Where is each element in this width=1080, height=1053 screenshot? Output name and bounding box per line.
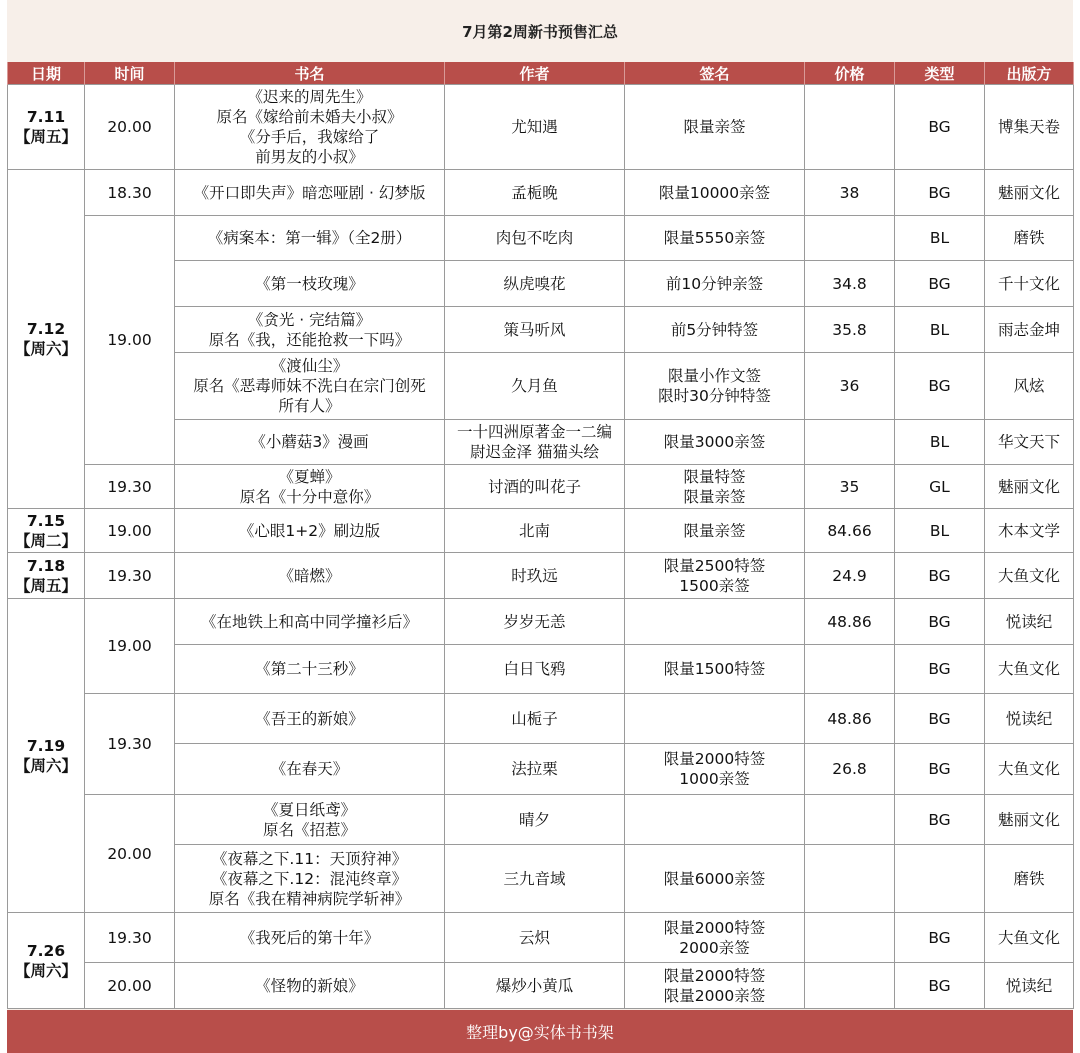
author-cell: 爆炒小黄瓜 [445,963,625,1009]
book-cell: 《开口即失声》暗恋哑剧 · 幻梦版 [175,170,445,216]
table-row [8,599,1074,645]
book-cell: 《贪光 · 完结篇》 原名《我，还能抢救一下吗》 [175,307,445,353]
price-cell: 48.86 [805,599,895,645]
table-row [8,170,1074,216]
sign-cell: 限量10000亲签 [625,170,805,216]
publisher-cell: 悦读纪 [985,599,1074,645]
header-author: 作者 [445,62,625,85]
type-cell: BG [895,694,985,744]
type-cell: GL [895,465,985,509]
author-cell: 尤知遇 [445,85,625,170]
price-cell: 34.8 [805,261,895,307]
price-cell [805,845,895,913]
book-cell: 《小蘑菇3》漫画 [175,420,445,465]
book-cell: 《在春天》 [175,744,445,795]
publisher-cell: 魅丽文化 [985,465,1074,509]
book-cell: 《心眼1+2》刷边版 [175,509,445,553]
author-cell: 三九音域 [445,845,625,913]
book-cell: 《第二十三秒》 [175,645,445,694]
sign-cell: 限量6000亲签 [625,845,805,913]
book-cell: 《夏蝉》 原名《十分中意你》 [175,465,445,509]
publisher-cell: 木本文学 [985,509,1074,553]
sign-cell: 限量特签 限量亲签 [625,465,805,509]
type-cell [895,845,985,913]
author-cell: 孟栀晚 [445,170,625,216]
author-cell: 山栀子 [445,694,625,744]
sign-cell: 限量亲签 [625,509,805,553]
publisher-cell: 大鱼文化 [985,553,1074,599]
author-cell: 晴夕 [445,795,625,845]
time-cell: 19.00 [85,216,175,465]
time-cell: 19.30 [85,553,175,599]
type-cell: BG [895,85,985,170]
header-sign: 签名 [625,62,805,85]
header-price: 价格 [805,62,895,85]
publisher-cell: 博集天卷 [985,85,1074,170]
time-cell: 20.00 [85,85,175,170]
book-cell: 《渡仙尘》 原名《恶毒师妹不洗白在宗门创死 所有人》 [175,353,445,420]
date-cell: 7.18 【周五】 [8,553,85,599]
type-cell: BL [895,509,985,553]
price-cell [805,85,895,170]
price-cell [805,645,895,694]
table-row [8,509,1074,553]
publisher-cell: 魅丽文化 [985,795,1074,845]
book-cell: 《夜幕之下.11：天顶狩神》 《夜幕之下.12：混沌终章》 原名《我在精神病院学斩神》 [175,845,445,913]
date-cell: 7.26 【周六】 [8,913,85,1009]
sign-cell: 限量2000特签 限量2000亲签 [625,963,805,1009]
footer-credit: 整理by@实体书书架 [7,1010,1073,1053]
book-cell: 《暗燃》 [175,553,445,599]
time-cell: 19.30 [85,465,175,509]
publisher-cell: 磨铁 [985,216,1074,261]
price-cell: 48.86 [805,694,895,744]
author-cell: 北南 [445,509,625,553]
price-cell [805,216,895,261]
publisher-cell: 大鱼文化 [985,744,1074,795]
book-cell: 《夏日纸鸢》 原名《招惹》 [175,795,445,845]
publisher-cell: 悦读纪 [985,963,1074,1009]
header-date: 日期 [8,62,85,85]
author-cell: 久月鱼 [445,353,625,420]
type-cell: BL [895,420,985,465]
price-cell [805,963,895,1009]
author-cell: 法拉栗 [445,744,625,795]
book-cell: 《吾王的新娘》 [175,694,445,744]
table-row [8,795,1074,845]
time-cell: 19.30 [85,913,175,963]
date-cell: 7.12 【周六】 [8,170,85,509]
time-cell: 19.00 [85,599,175,694]
book-cell: 《迟来的周先生》 原名《嫁给前未婚夫小叔》 《分手后，我嫁给了 前男友的小叔》 [175,85,445,170]
sign-cell: 限量2000特签 2000亲签 [625,913,805,963]
price-cell: 24.9 [805,553,895,599]
author-cell: 肉包不吃肉 [445,216,625,261]
type-cell: BG [895,963,985,1009]
author-cell: 一十四洲原著金一二编 尉迟金泽 猫猫头绘 [445,420,625,465]
table-row [8,553,1074,599]
price-cell: 38 [805,170,895,216]
date-cell: 7.19 【周六】 [8,599,85,913]
author-cell: 时玖远 [445,553,625,599]
header-row [8,62,1074,85]
price-cell: 84.66 [805,509,895,553]
type-cell: BL [895,216,985,261]
table-row [8,465,1074,509]
time-cell: 19.00 [85,509,175,553]
type-cell: BG [895,261,985,307]
type-cell: BG [895,599,985,645]
price-cell [805,795,895,845]
sign-cell: 限量2500特签 1500亲签 [625,553,805,599]
author-cell: 云炽 [445,913,625,963]
date-cell: 7.15 【周二】 [8,509,85,553]
publisher-cell: 雨志金坤 [985,307,1074,353]
type-cell: BG [895,795,985,845]
header-time: 时间 [85,62,175,85]
publisher-cell: 悦读纪 [985,694,1074,744]
author-cell: 纵虎嗅花 [445,261,625,307]
presale-table [7,62,1074,1009]
time-cell: 19.30 [85,694,175,795]
sign-cell: 限量3000亲签 [625,420,805,465]
sign-cell: 限量5550亲签 [625,216,805,261]
price-cell: 36 [805,353,895,420]
type-cell: BG [895,353,985,420]
table-row [8,85,1074,170]
publisher-cell: 风炫 [985,353,1074,420]
book-cell: 《我死后的第十年》 [175,913,445,963]
author-cell: 策马听风 [445,307,625,353]
price-cell: 35.8 [805,307,895,353]
author-cell: 岁岁无恙 [445,599,625,645]
publisher-cell: 大鱼文化 [985,913,1074,963]
publisher-cell: 魅丽文化 [985,170,1074,216]
book-cell: 《在地铁上和高中同学撞衫后》 [175,599,445,645]
publisher-cell: 华文天下 [985,420,1074,465]
price-cell: 35 [805,465,895,509]
sign-cell: 限量小作文签 限时30分钟特签 [625,353,805,420]
header-type: 类型 [895,62,985,85]
book-cell: 《病案本：第一辑》（全2册） [175,216,445,261]
table-row [8,216,1074,261]
publisher-cell: 磨铁 [985,845,1074,913]
date-cell: 7.11 【周五】 [8,85,85,170]
book-cell: 《第一枝玫瑰》 [175,261,445,307]
sign-cell: 限量2000特签 1000亲签 [625,744,805,795]
type-cell: BG [895,553,985,599]
price-cell [805,420,895,465]
table-row [8,694,1074,744]
type-cell: BG [895,913,985,963]
type-cell: BL [895,307,985,353]
sign-cell: 限量亲签 [625,85,805,170]
sheet [7,0,1073,1053]
page-title: 7月第2周新书预售汇总 [462,22,618,41]
author-cell: 讨酒的叫花子 [445,465,625,509]
price-cell: 26.8 [805,744,895,795]
sign-cell: 前5分钟特签 [625,307,805,353]
publisher-cell: 大鱼文化 [985,645,1074,694]
time-cell: 20.00 [85,963,175,1009]
header-book: 书名 [175,62,445,85]
time-cell: 20.00 [85,795,175,913]
type-cell: BG [895,744,985,795]
sign-cell [625,795,805,845]
sign-cell: 前10分钟亲签 [625,261,805,307]
table-row [8,913,1074,963]
sign-cell [625,599,805,645]
price-cell [805,913,895,963]
publisher-cell: 千十文化 [985,261,1074,307]
type-cell: BG [895,645,985,694]
sign-cell: 限量1500特签 [625,645,805,694]
book-cell: 《怪物的新娘》 [175,963,445,1009]
author-cell: 白日飞鸦 [445,645,625,694]
table-row [8,963,1074,1009]
time-cell: 18.30 [85,170,175,216]
header-publisher: 出版方 [985,62,1074,85]
sign-cell [625,694,805,744]
type-cell: BG [895,170,985,216]
